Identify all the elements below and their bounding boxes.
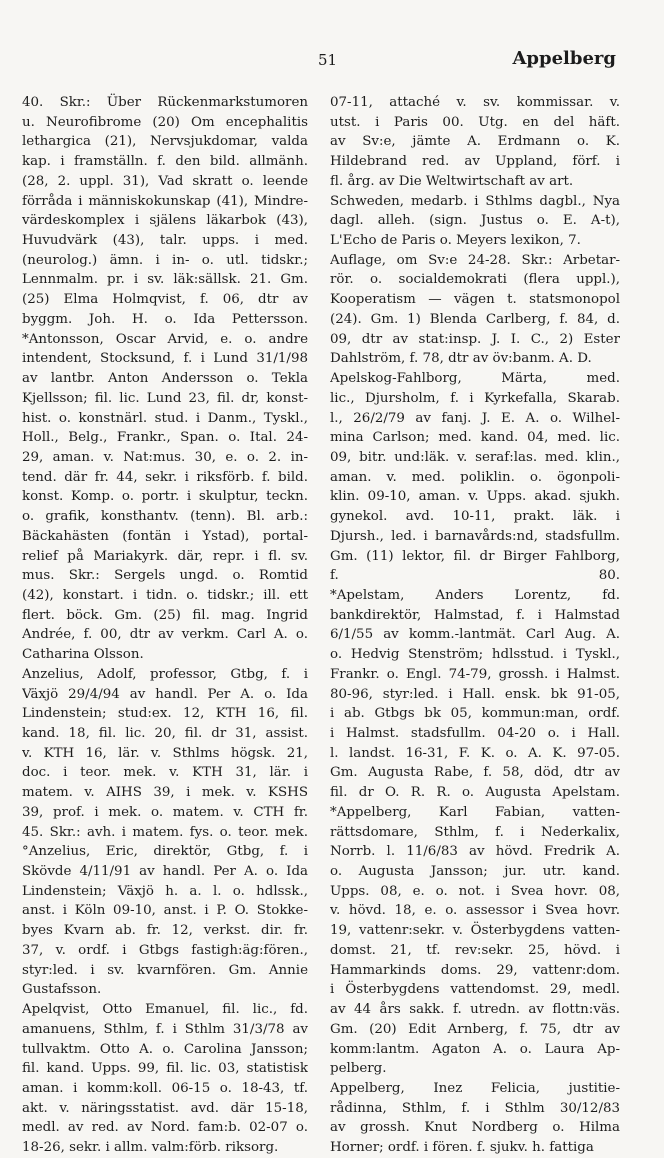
text-line: kap. i framställn. f. den bild. allmänh. <box>22 154 308 170</box>
text-line: 07-11, attaché v. sv. kommissar. v. <box>330 95 620 110</box>
text-line: o. Augusta Jansson; jur. utr. kand. <box>330 864 620 880</box>
text-line: anst. i Köln 09-10, anst. i P. O. Stokke- <box>22 903 308 919</box>
text-line: mus. Skr.: Sergels ungd. o. Romtid <box>22 568 308 584</box>
text-line: amanuens, Sthlm, f. i Sthlm 31/3/78 av <box>22 1021 308 1037</box>
text-line: Apelskog-Fahlborg, Märta, med. <box>330 371 620 387</box>
text-line: konst. Komp. o. portr. i skulptur, teckn. <box>22 489 308 505</box>
text-line: Apelqvist, Otto Emanuel, fil. lic., fd. <box>22 1002 308 1018</box>
text-line: byggm. Joh. H. o. Ida Pettersson. <box>22 311 308 327</box>
text-line: 18-26, sekr. i allm. valm:förb. riksorg. <box>22 1140 279 1156</box>
text-line: flert. böck. Gm. (25) fil. mag. Ingrid <box>22 607 308 623</box>
text-line: Kjellsson; fil. lic. Lund 23, fil. dr, konst- <box>22 390 308 406</box>
text-line: fl. årg. av Die Weltwirtschaft av art. <box>330 173 574 189</box>
text-line: Holl., Belg., Frankr., Span. o. Ital. 24- <box>22 430 308 446</box>
text-line: °Anzelius, Eric, direktör, Gtbg, f. i <box>22 844 308 860</box>
text-line: 40. Skr.: Über Rückenmarkstumoren <box>22 95 308 110</box>
text-line: (28, 2. uppl. 31), Vad skratt o. leende <box>22 173 308 189</box>
text-line: *Appelberg, Karl Fabian, vatten- <box>330 804 620 820</box>
text-line: gynekol. avd. 10-11, prakt. läk. i <box>330 509 620 525</box>
text-line: utst. i Paris 00. Utg. en del häft. <box>330 114 620 130</box>
text-line: rådinna, Sthlm, f. i Sthlm 30/12/83 <box>330 1100 620 1116</box>
text-line: *Apelstam, Anders Lorentz, fd. <box>330 587 620 603</box>
text-line: Gm. Augusta Rabe, f. 58, död, dtr av <box>330 765 620 781</box>
text-line: tullvaktm. Otto A. o. Carolina Jansson; <box>22 1041 308 1057</box>
text-line: aman. i komm:koll. 06-15 o. 18-43, tf. <box>22 1080 308 1096</box>
text-line: bankdirektör, Halmstad, f. i Halmstad <box>330 607 620 623</box>
text-line: 39, prof. i mek. o. matem. v. CTH fr. <box>22 804 308 820</box>
text-line: Norrb. l. 11/6/83 av hövd. Fredrik A. <box>330 844 620 860</box>
text-line: o. grafik, konsthantv. (tenn). Bl. arb.: <box>22 509 308 525</box>
text-line: Bäckahästen (fontän i Ystad), portal- <box>22 528 308 544</box>
text-line: 09, dtr av stat:insp. J. I. C., 2) Ester <box>330 331 620 347</box>
text-line: medl. av red. av Nord. fam:b. 02-07 o. <box>22 1120 308 1136</box>
text-line: Frankr. o. Engl. 74-79, grossh. i Halmst. <box>330 666 620 682</box>
text-line: Växjö 29/4/94 av handl. Per A. o. Ida <box>22 686 308 702</box>
text-line: Lindenstein; Växjö h. a. l. o. hdlssk., <box>22 883 308 899</box>
text-line: Skövde 4/11/91 av handl. Per A. o. Ida <box>22 864 308 880</box>
text-line: aman. v. med. poliklin. o. ögonpoli- <box>330 469 620 485</box>
text-line: mina Carlson; med. kand. 04, med. lic. <box>330 430 620 446</box>
text-line: 29, aman. v. Nat:mus. 30, e. o. 2. in- <box>22 449 308 465</box>
text-line: rättsdomare, Sthlm, f. i Nederkalix, <box>330 824 620 840</box>
text-line: styr:led. i sv. kvarnfören. Gm. Annie <box>22 962 308 978</box>
text-line: Lennmalm. pr. i sv. läk:sällsk. 21. Gm. <box>22 272 308 288</box>
text-line: relief på Mariakyrk. där, repr. i fl. sv. <box>22 548 308 564</box>
text-line: Horner; ordf. i fören. f. sjukv. h. fattiga <box>330 1140 594 1156</box>
running-head: Appelberg <box>512 48 616 69</box>
text-line: pelberg. <box>330 1061 387 1077</box>
text-line: byes Kvarn ab. fr. 12, verkst. dir. fr. <box>22 923 308 939</box>
text-line: (24). Gm. 1) Blenda Carlberg, f. 84, d. <box>330 311 620 327</box>
text-line: värdeskomplex i själens läkarbok (43), <box>22 213 308 229</box>
text-line: fil. kand. Upps. 99, fil. lic. 03, statistisk <box>22 1061 308 1077</box>
text-line: *Antonsson, Oscar Arvid, e. o. andre <box>22 331 308 347</box>
text-line: i Österbygdens vattendomst. 29, medl. <box>330 982 620 998</box>
text-line: 80-96, styr:led. i Hall. ensk. bk 91-05, <box>330 686 620 702</box>
text-line: hist. o. konstnärl. stud. i Danm., Tyskl., <box>22 410 308 426</box>
text-line: Lindenstein; stud:ex. 12, KTH 16, fil. <box>22 706 308 722</box>
text-line: komm:lantm. Agaton A. o. Laura Ap- <box>330 1041 620 1057</box>
text-line: rör. o. socialdemokrati (flera uppl.), <box>330 272 620 288</box>
text-line: 37, v. ordf. i Gtbgs fastigh:äg:fören., <box>22 942 308 958</box>
text-line: förråda i människokunskap (41), Mindre- <box>22 193 308 209</box>
text-line: Appelberg, Inez Felicia, justitie- <box>330 1080 620 1096</box>
text-line: Andrée, f. 00, dtr av verkm. Carl A. o. <box>22 627 308 643</box>
text-line: (25) Elma Holmqvist, f. 06, dtr av <box>22 292 308 308</box>
text-line: v. hövd. 18, e. o. assessor i Svea hovr. <box>330 903 620 919</box>
text-line: Hammarkinds doms. 29, vattenr:dom. <box>330 962 620 978</box>
text-line: (42), konstart. i tidn. o. tidskr.; ill. ett <box>22 587 308 603</box>
text-line: lethargica (21), Nervsjukdomar, valda <box>22 134 308 150</box>
text-line: tend. där fr. 44, sekr. i riksförb. f. bild. <box>22 469 308 485</box>
text-line: f. 80. <box>330 568 620 584</box>
page-number: 51 <box>318 51 338 69</box>
left-column <box>22 93 308 1158</box>
text-line: kand. 18, fil. lic. 20, fil. dr 31, assist. <box>22 726 308 741</box>
text-line: intendent, Stocksund, f. i Lund 31/1/98 <box>22 351 308 367</box>
text-line: Upps. 08, e. o. not. i Svea hovr. 08, <box>330 883 620 899</box>
text-line: Catharina Olsson. <box>22 647 144 663</box>
text-line: o. Hedvig Stenström; hdlsstud. i Tyskl., <box>330 647 620 663</box>
text-line: i Halmst. stadsfullm. 04-20 o. i Hall. <box>330 726 620 741</box>
text-line: 09, bitr. und:läk. v. seraf:las. med. klin., <box>330 449 620 465</box>
text-line: doc. i teor. mek. v. KTH 31, lär. i <box>22 765 308 781</box>
text-line: av 44 års sakk. f. utredn. av flottn:väs. <box>330 1002 620 1018</box>
text-line: fil. dr O. R. R. o. Augusta Apelstam. <box>330 785 620 801</box>
text-line: Gm. (20) Edit Arnberg, f. 75, dtr av <box>330 1021 620 1037</box>
text-line: u. Neurofibrome (20) Om encephalitis <box>22 114 308 130</box>
text-line: akt. v. näringsstatist. avd. där 15-18, <box>22 1100 308 1116</box>
text-line: av Sv:e, jämte A. Erdmann o. K. <box>330 134 620 150</box>
text-line: Kooperatism — vägen t. statsmonopol <box>330 292 620 308</box>
text-line: klin. 09-10, aman. v. Upps. akad. sjukh. <box>330 489 620 505</box>
text-line: 19, vattenr:sekr. v. Österbygdens vatten- <box>330 923 620 939</box>
text-line: Dahlström, f. 78, dtr av öv:banm. A. D. <box>330 351 592 367</box>
text-line: l., 26/2/79 av fanj. J. E. A. o. Wilhel- <box>330 410 620 426</box>
text-line: v. KTH 16, lär. v. Sthlms högsk. 21, <box>22 745 308 761</box>
text-line: lic., Djursholm, f. i Kyrkefalla, Skarab. <box>330 390 620 406</box>
text-line: 45. Skr.: avh. i matem. fys. o. teor. mek. <box>22 824 308 840</box>
text-line: Schweden, medarb. i Sthlms dagbl., Nya <box>330 193 620 209</box>
text-line: i ab. Gtbgs bk 05, kommun:man, ordf. <box>330 706 620 722</box>
text-line: av grossh. Knut Nordberg o. Hilma <box>330 1120 620 1136</box>
right-column <box>330 93 620 1158</box>
text-line: dagl. alleh. (sign. Justus o. E. A-t), <box>330 213 620 229</box>
text-line: domst. 21, tf. rev:sekr. 25, hövd. i <box>330 942 620 958</box>
text-line: av lantbr. Anton Andersson o. Tekla <box>22 371 308 387</box>
text-line: Gm. (11) lektor, fil. dr Birger Fahlborg, <box>330 548 620 564</box>
text-line: matem. v. AIHS 39, i mek. v. KSHS <box>22 785 308 801</box>
text-line: Anzelius, Adolf, professor, Gtbg, f. i <box>22 666 308 682</box>
text-line: Djursh., led. i barnavårds:nd, stadsfullm. <box>330 528 620 544</box>
text-line: 6/1/55 av komm.-lantmät. Carl Aug. A. <box>330 627 620 643</box>
text-line: Gustafsson. <box>22 982 102 998</box>
text-line: (neurolog.) ämn. i in- o. utl. tidskr.; <box>22 252 308 268</box>
text-line: L'Echo de Paris o. Meyers lexikon, 7. <box>330 233 581 249</box>
text-line: Huvudvärk (43), talr. upps. i med. <box>22 233 308 249</box>
text-line: l. landst. 16-31, F. K. o. A. K. 97-05. <box>330 745 620 761</box>
text-line: Hildebrand red. av Uppland, förf. i <box>330 154 620 170</box>
text-line: Auflage, om Sv:e 24-28. Skr.: Arbetar- <box>330 252 620 268</box>
